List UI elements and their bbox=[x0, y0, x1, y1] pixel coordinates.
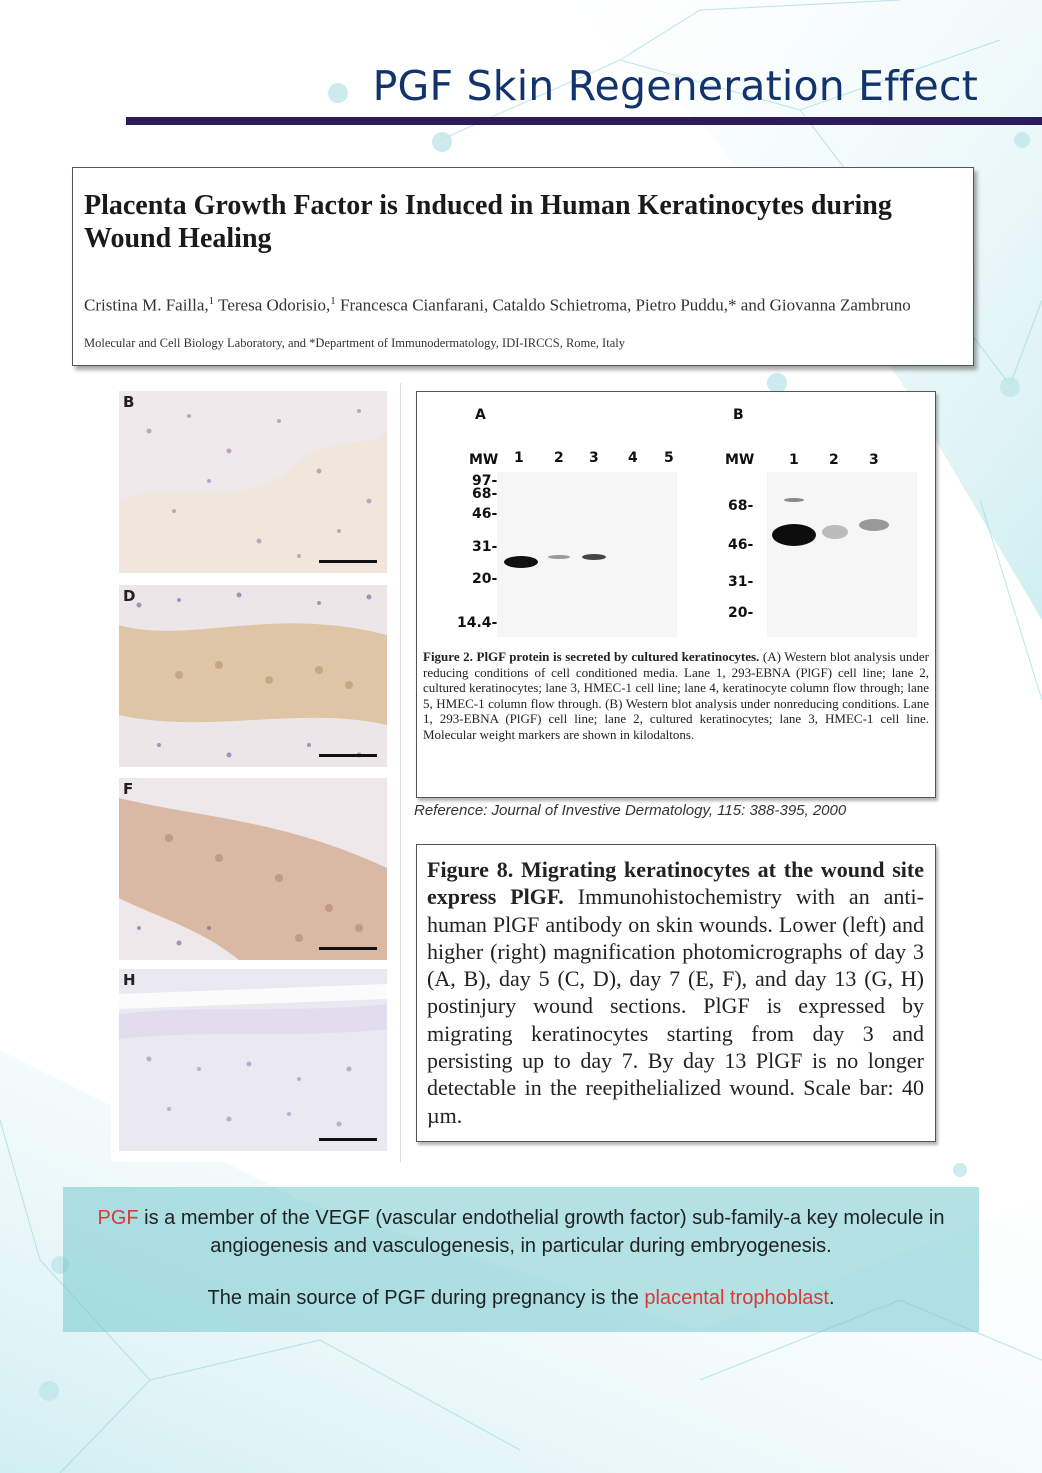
blot-band bbox=[548, 555, 570, 559]
blot-marker-b: 31- bbox=[728, 574, 754, 590]
blot-lane-label-a: 3 bbox=[589, 450, 599, 466]
micrograph-panel-f bbox=[119, 778, 387, 960]
blot-lane-label-b: 2 bbox=[829, 452, 839, 468]
micrograph-panel-h bbox=[119, 969, 387, 1151]
panel-letter: H bbox=[123, 971, 136, 989]
figure8-caption-bold: Figure 8. Migrating keratinocytes at the wound site express PlGF. bbox=[427, 857, 924, 910]
western-blot-figure bbox=[416, 391, 936, 798]
scale-bar bbox=[319, 754, 377, 757]
scale-bar bbox=[319, 560, 377, 563]
scale-bar bbox=[319, 1138, 377, 1141]
author-name: Francesca Cianfarani, Cataldo Schietroma, Pietro Puddu,* and Giovanna Zambruno bbox=[340, 295, 911, 315]
micrograph-image bbox=[119, 778, 387, 960]
info-paragraph-1 bbox=[83, 1204, 959, 1260]
micrograph-panel-b bbox=[119, 391, 387, 573]
blot-lane-label-a: 4 bbox=[628, 450, 638, 466]
blot-mw-label-b: MW bbox=[725, 452, 755, 468]
micrograph-image bbox=[119, 585, 387, 767]
panel-letter: D bbox=[123, 587, 136, 605]
micrograph-panel-d bbox=[119, 585, 387, 767]
western-blot-image bbox=[417, 392, 935, 647]
figure8-caption bbox=[427, 856, 924, 1129]
info-text: is a member of the VEGF (vascular endothelial growth factor) sub-family-a key molecule in angiogenesis and vasculogenesis, in particular during embryogenesis. bbox=[138, 1207, 945, 1257]
micrograph-strip bbox=[111, 383, 401, 1162]
blot-lane-label-b: 1 bbox=[789, 452, 799, 468]
scale-bar bbox=[319, 947, 377, 950]
blot-band bbox=[582, 554, 606, 560]
paper-affiliation: Molecular and Cell Biology Laboratory, and *Department of Immunodermatology, IDI-IRCCS, Rome, Italy bbox=[84, 336, 625, 350]
blot-lane-label-b: 3 bbox=[869, 452, 879, 468]
blot-marker-a: 68- bbox=[472, 486, 498, 502]
paper-header-box bbox=[72, 167, 974, 366]
panel-letter: B bbox=[123, 393, 135, 411]
author-name: Teresa Odorisio, bbox=[218, 295, 331, 315]
blot-marker-b: 46- bbox=[728, 537, 754, 553]
blot-band bbox=[822, 525, 848, 539]
panel-letter: F bbox=[123, 780, 134, 798]
blot-band bbox=[504, 556, 538, 568]
blot-marker-a: 14.4- bbox=[457, 615, 498, 631]
blot-marker-b: 20- bbox=[728, 605, 754, 621]
blot-membrane-a bbox=[497, 472, 677, 637]
blot-caption-bold: Figure 2. PlGF protein is secreted by cultured keratinocytes. bbox=[423, 649, 760, 664]
page-title: PGF Skin Regeneration Effect bbox=[372, 62, 978, 110]
blot-marker-a: 20- bbox=[472, 571, 498, 587]
author-sup: 1 bbox=[208, 295, 215, 307]
info-text: . bbox=[828, 1287, 835, 1309]
blot-band bbox=[772, 524, 816, 546]
paper-authors bbox=[84, 290, 964, 317]
blot-marker-b: 68- bbox=[728, 498, 754, 514]
blot-marker-a: 31- bbox=[472, 539, 498, 555]
blot-band bbox=[859, 519, 889, 531]
blot-lane-label-a: 2 bbox=[554, 450, 564, 466]
blot-marker-a: 97- bbox=[472, 473, 498, 489]
info-highlight-pgf: PGF bbox=[97, 1207, 139, 1229]
info-paragraph-2 bbox=[83, 1284, 959, 1312]
blot-panel-b-label: B bbox=[733, 407, 744, 423]
paper-title: Placenta Growth Factor is Induced in Human Keratinocytes during Wound Healing bbox=[84, 190, 892, 254]
info-box bbox=[63, 1187, 979, 1332]
author-name: Cristina M. Failla, bbox=[84, 295, 209, 315]
blot-mw-label-a: MW bbox=[469, 452, 499, 468]
title-underline bbox=[126, 117, 1042, 125]
reference-citation: Reference: Journal of Investive Dermatology, 115: 388-395, 2000 bbox=[414, 802, 847, 819]
blot-lane-label-a: 1 bbox=[514, 450, 524, 466]
info-text: The main source of PGF during pregnancy is the bbox=[207, 1287, 645, 1309]
blot-membrane-b bbox=[767, 472, 917, 637]
blot-marker-a: 46- bbox=[472, 506, 498, 522]
info-highlight-trophoblast: placental trophoblast bbox=[644, 1287, 829, 1309]
figure8-caption-text: Immunohistochemistry with an anti-human PlGF antibody on skin wounds. Lower (left) and higher (right) magnification photomicrographs of day 3 (A, B), day 5 (C, D), day 7 (E, F), and day 13 (G, H) postinjury wound sections. PlGF is expressed by migrating keratinocytes starting from day 3 and persisting up to day 7. By day 13 PlGF is no longer detectable in the reepithelialized wound. Scale bar: 40 µm. bbox=[427, 884, 924, 1128]
figure8-caption-box bbox=[416, 844, 936, 1142]
blot-lane-label-a: 5 bbox=[664, 450, 674, 466]
micrograph-image bbox=[119, 391, 387, 573]
blot-panel-a-label: A bbox=[475, 407, 486, 423]
micrograph-image bbox=[119, 969, 387, 1151]
author-sup: 1 bbox=[330, 295, 336, 307]
blot-caption bbox=[423, 649, 929, 742]
blot-caption-text: (A) Western blot analysis under reducing conditions of cell conditioned media. Lane 1, 293-EBNA (PlGF) cell line; lane 2, cultured keratinocytes; lane 3, HMEC-1 cell line; lane 4, keratinocyte column flow through; lane 5, HMEC-1 column flow through. (B) Western blot analysis under nonreducing conditions. Lane 1, 293-EBNA (PlGF) cell line; lane 2, cultured keratinocytes; lane 3, HMEC-1 cell line. Molecular weight markers are shown in kilodaltons. bbox=[423, 649, 929, 742]
blot-band bbox=[784, 498, 804, 502]
